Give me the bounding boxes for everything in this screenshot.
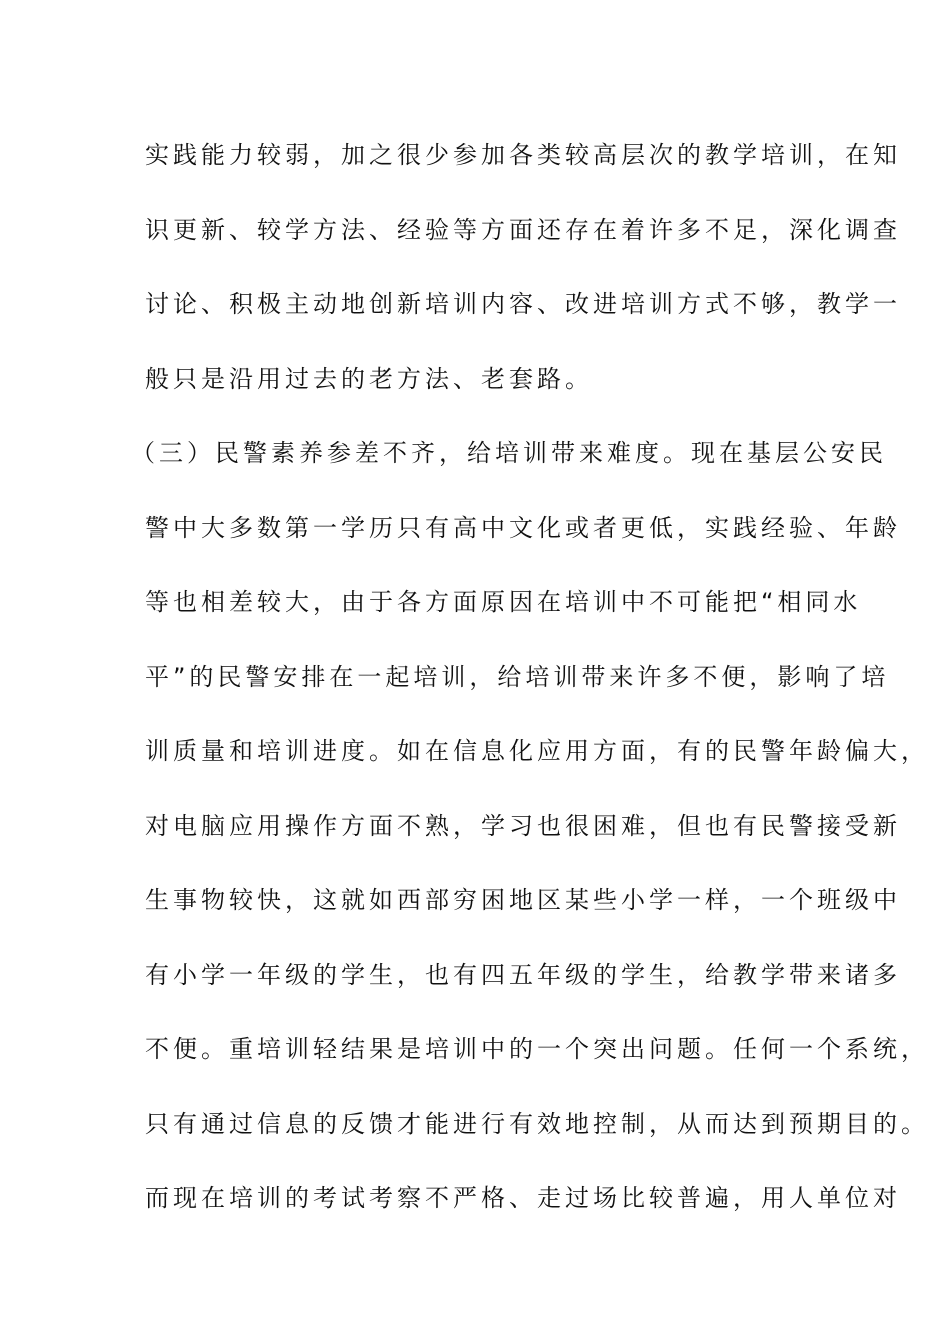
text-line-7: 等也相差较大，由于各方面原因在培训中不可能把“相同水	[145, 588, 862, 616]
text-line-13: 不便。重培训轻结果是培训中的一个突出问题。任何一个系统，	[145, 1035, 929, 1063]
text-line-10: 对电脑应用操作方面不熟，学习也很困难，但也有民警接受新	[145, 811, 901, 840]
text-line-8: 平”的民警安排在一起培训，给培训带来许多不便，影响了培	[145, 662, 890, 691]
text-line-2: 识更新、较学方法、经验等方面还存在着许多不足，深化调查	[145, 215, 901, 244]
text-line-12: 有小学一年级的学生，也有四五年级的学生，给教学带来诸多	[145, 960, 901, 989]
text-line-5: （三）民警素养参差不齐，给培训带来难度。现在基层公安民	[131, 439, 887, 467]
text-line-15: 而现在培训的考试考察不严格、走过场比较普遍，用人单位对	[145, 1184, 901, 1212]
text-line-6: 警中大多数第一学历只有高中文化或者更低，实践经验、年龄	[145, 513, 901, 542]
text-line-4: 般只是沿用过去的老方法、老套路。	[145, 364, 593, 393]
text-line-3: 讨论、积极主动地创新培训内容、改进培训方式不够，教学一	[145, 290, 901, 318]
text-line-14: 只有通过信息的反馈才能进行有效地控制，从而达到预期目的。	[145, 1109, 929, 1138]
document-body	[131, 130, 929, 1248]
text-line-11: 生事物较快，这就如西部穷困地区某些小学一样，一个班级中	[145, 886, 901, 914]
text-line-9: 训质量和培训进度。如在信息化应用方面，有的民警年龄偏大，	[145, 737, 929, 765]
text-line-1: 实践能力较弱，加之很少参加各类较高层次的教学培训，在知	[145, 141, 901, 169]
